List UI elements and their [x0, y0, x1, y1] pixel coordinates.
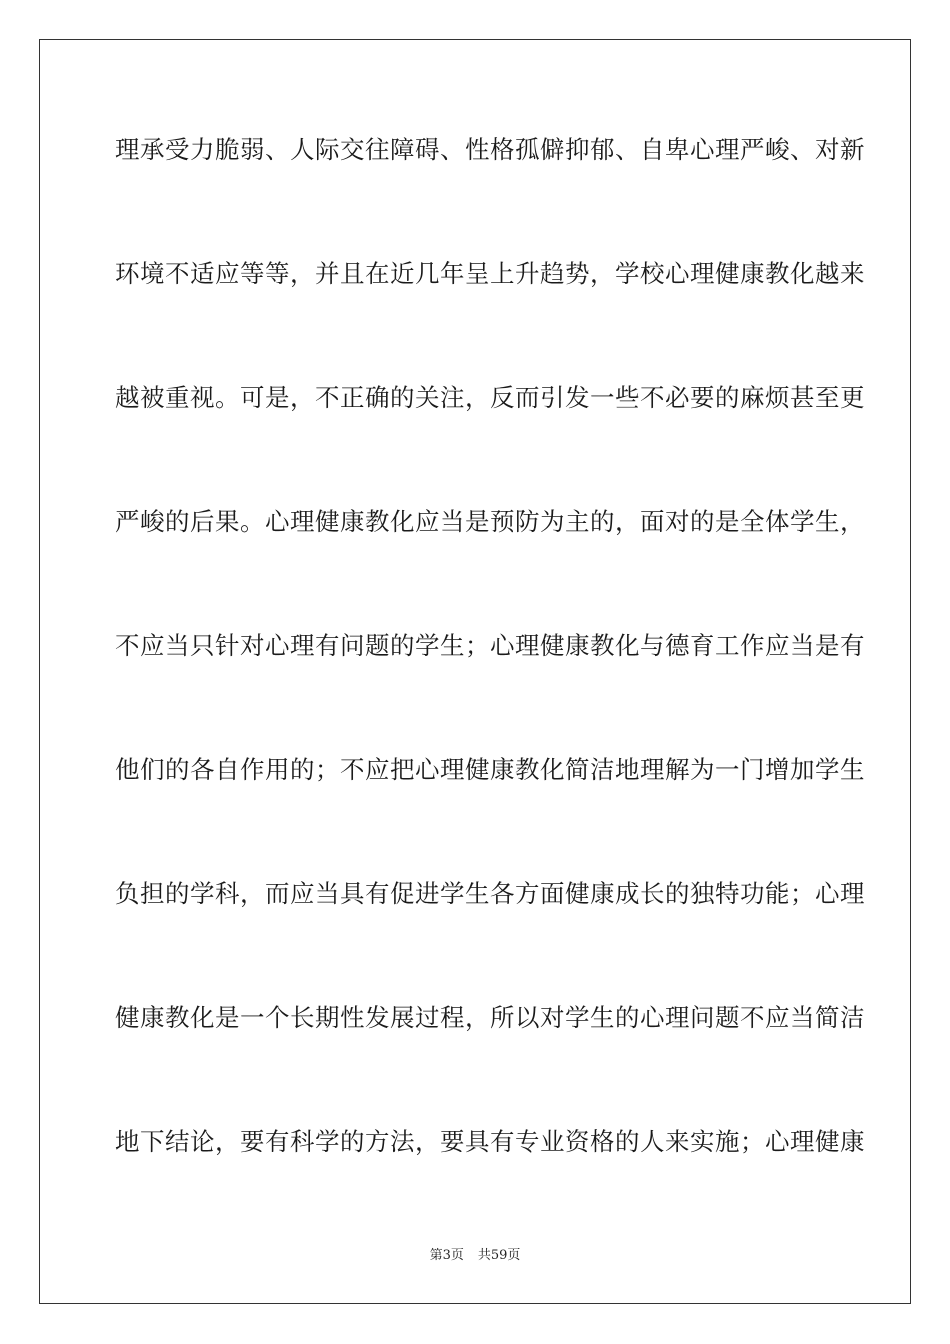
text-line: 地下结论，要有科学的方法，要具有专业资格的人来实施；心理健康 [115, 1127, 865, 1156]
text-line: 健康教化是一个长期性发展过程，所以对学生的心理问题不应当简洁 [115, 1003, 865, 1032]
text-line: 严峻的后果。心理健康教化应当是预防为主的，面对的是全体学生， [115, 507, 865, 536]
page-footer [0, 1247, 950, 1265]
text-line: 负担的学科，而应当具有促进学生各方面健康成长的独特功能；心理 [115, 879, 865, 908]
text-line: 理承受力脆弱、人际交往障碍、性格孤僻抑郁、自卑心理严峻、对新 [115, 135, 865, 164]
text-line: 不应当只针对心理有问题的学生；心理健康教化与德育工作应当是有 [115, 631, 865, 660]
current-page-number: 第3页 [429, 1248, 464, 1263]
total-pages: 共59页 [477, 1248, 521, 1263]
text-line: 越被重视。可是，不正确的关注，反而引发一些不必要的麻烦甚至更 [115, 383, 865, 412]
text-line: 他们的各自作用的；不应把心理健康教化简洁地理解为一门增加学生 [115, 755, 865, 784]
page-border [39, 39, 911, 1304]
text-line: 环境不适应等等，并且在近几年呈上升趋势，学校心理健康教化越来 [115, 259, 865, 288]
